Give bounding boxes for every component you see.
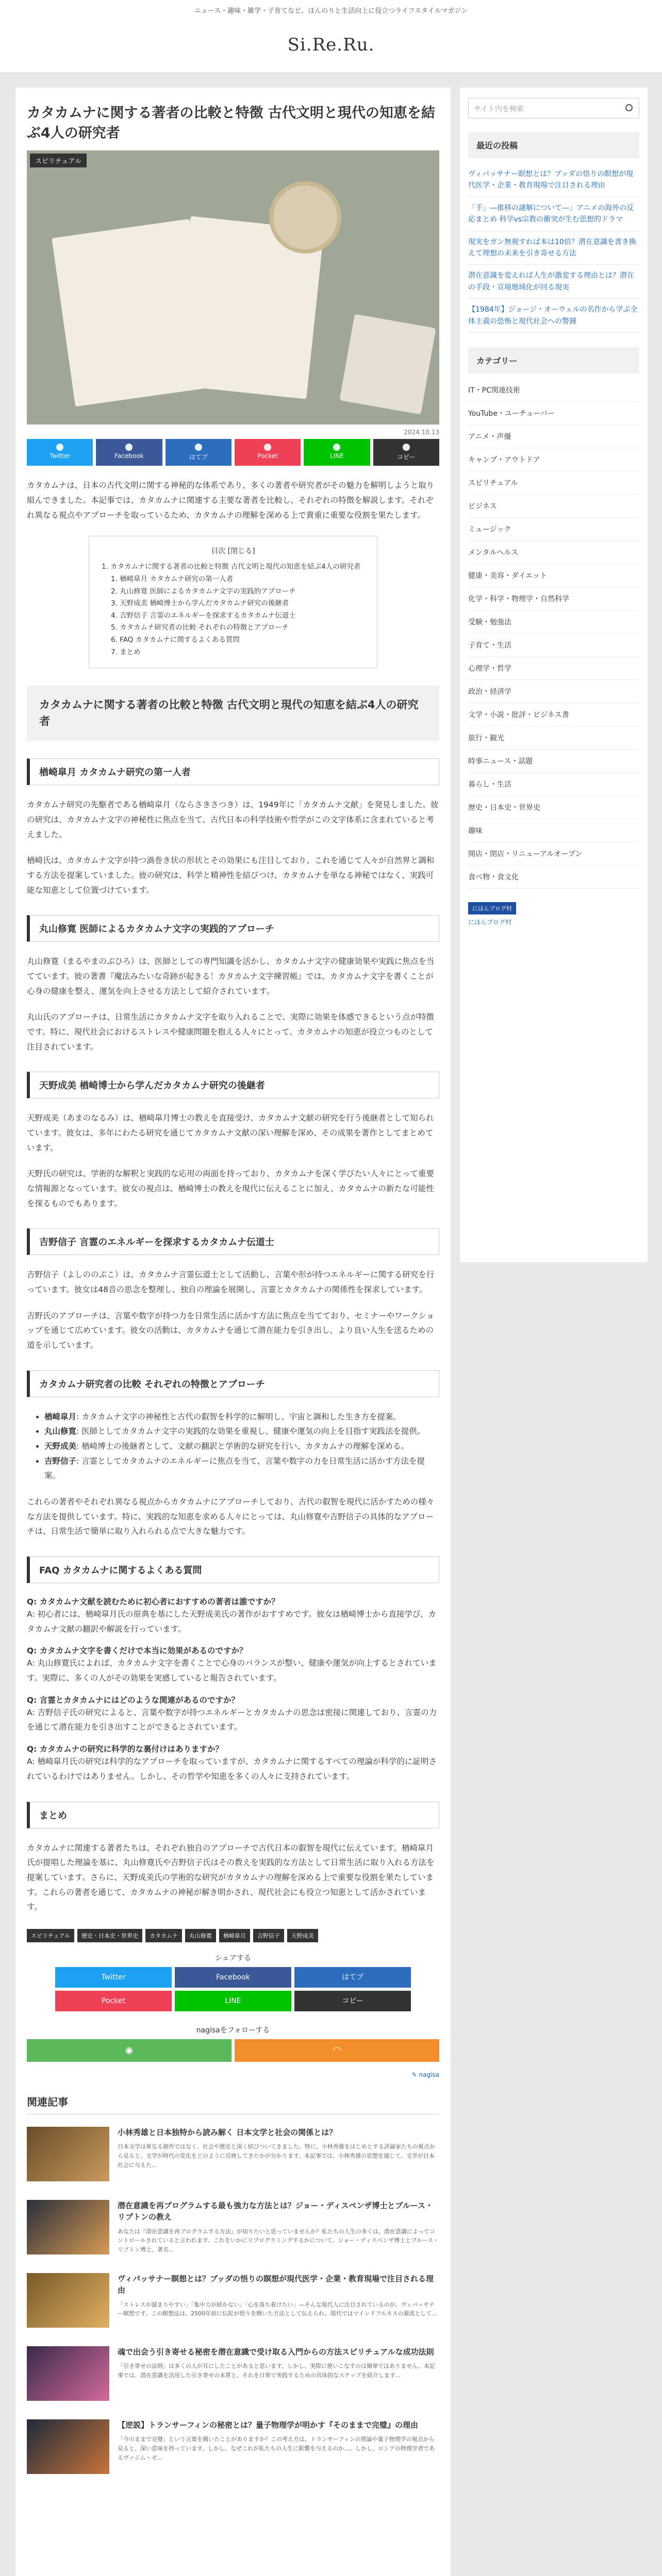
related-item[interactable] [27,2346,439,2401]
toc-item[interactable]: 6. FAQ カタカムナに関するよくある質問 [111,636,240,645]
category-link[interactable]: 旅行・観光 [468,726,639,750]
paragraph: これらの著者やそれぞれ異なる視点からカタカムナにアプローチしており、古代の叡智を現代に活かすための様々な方法を提供しています。特に、実践的な知恵を求める人々にとっては、丸山修寛や吉野信子の具体的なアプローチは、日常生活で簡単に取り入れられる点で大きな魅力です。 [27,1497,435,1536]
tag-link[interactable]: 吉野信子 [253,1929,284,1942]
section-heading-main: カタカムナに関する著者の比較と特徴 古代文明と現代の知恵を結ぶ4人の研究者 [27,686,439,741]
category-link[interactable]: ビジネス [468,495,639,518]
toc-item[interactable]: 3. 天野成美 楢崎博士から学んだカタカムナ研究の後継者 [111,599,289,608]
related-title[interactable]: 魂で出会う引き寄せる秘密を潜在意識で受け取る入門からの方法スピリチュアルな成功法則 [118,2347,434,2357]
faq-answer: A: 吉野信子氏の研究によると、言葉や数字が持つエネルギーとカタカムナの思念は密接に関連しており、言霊の力を通じて潜在能力を引き出すことができるとされています。 [27,1707,437,1732]
related-snippet: 日本文学は単なる創作ではなく、社会や歴史と深く結びついてきました。特に、小林秀雄をはじめとする評論家たちの視点から見ると、文学が時代の変化をどのように反映してきたかが分かります。本記事では、小林秀雄の思想を通じて、文学が日本社会に与えた... [118,2143,435,2168]
toc-item[interactable]: 7. まとめ [111,648,141,656]
share-pocket-button[interactable]: Pocket [55,1991,172,2011]
recent-post-link[interactable]: ヴィパッサナー瞑想とは？ブッダの悟りの瞑想が現代医学・企業・教育現場で注目される理由 [468,163,639,197]
article-title: カタカムナに関する著者の比較と特徴 古代文明と現代の知恵を結ぶ4人の研究者 [27,105,435,142]
share-hatena-button[interactable]: はてブ [166,439,231,466]
section-heading-2: 丸山修寛 医師によるカタカムナ文字の実践的アプローチ [27,915,439,942]
share-copy-button[interactable]: コピー [294,1991,411,2011]
faq-question: Q: カタカムナの研究に科学的な裏付けはありますか？ [27,1744,223,1754]
share-bar-bottom [55,1967,411,2011]
toc-item[interactable]: 5. カタカムナ研究者の比較 それぞれの特徴とアプローチ [111,623,289,632]
researcher-list [44,1410,439,1483]
article-main [15,88,451,2576]
category-label[interactable]: スピリチュアル [30,154,87,167]
share-facebook-button[interactable]: Facebook [96,439,162,466]
category-link[interactable]: 時事ニュース・話題 [468,750,639,773]
related-thumbnail[interactable] [27,2419,109,2474]
related-thumbnail[interactable] [27,2273,109,2328]
site-header [0,0,662,72]
recent-post-link[interactable]: 【1984年】ジョージ・オーウェルの名作から学ぶ全体主義の恐怖と現代社会への警鐘 [468,299,639,333]
section-heading-4: 吉野信子 言霊のエネルギーを探求するカタカムナ伝道士 [27,1228,439,1255]
related-heading: 関連記事 [27,2094,439,2114]
faq-question: Q: カタカムナ文字を書くだけで本当に効果があるのですか？ [27,1646,247,1656]
rss-follow-button[interactable]: ◠ [235,2039,439,2062]
follow-heading: nagisaをフォローする [196,2026,270,2035]
site-title[interactable]: Si.Re.Ru. [287,35,375,55]
category-link[interactable]: 開店・閉店・リニューアルオープン [468,842,639,866]
category-link[interactable]: アニメ・声優 [468,425,639,448]
category-link[interactable]: 政治・経済学 [468,680,639,703]
category-link[interactable]: スピリチュアル [468,471,639,495]
section-heading-1: 楢崎皐月 カタカムナ研究の第一人者 [27,758,439,785]
faq-answer: A: 丸山修寛氏によれば、カタカムナ文字を書くことで心身のバランスが整い、健康や運気が向上するとされています。実際に、多くの人がその効果を実感していると報告されています。 [27,1658,437,1683]
blogmura-badge[interactable]: にほんブログ村 [468,902,516,914]
paragraph: 吉野氏のアプローチは、言葉や数字が持つ力を日常生活に活かす方法に焦点を当てており、セミナーやワークショップを通じて広めています。彼女の活動は、カタカムナを通じて潜在能力を引き出し、より良い人生を送るための道を示しています。 [27,1311,435,1350]
category-link[interactable]: 歴史・日本史・世界史 [468,796,639,819]
section-heading-5: カタカムナ研究者の比較 それぞれの特徴とアプローチ [27,1370,439,1397]
related-item[interactable] [27,2127,439,2181]
share-copy-button[interactable]: コピー [373,439,439,466]
search-icon[interactable] [625,104,633,111]
category-link[interactable]: 趣味 [468,819,639,842]
tag-link[interactable]: スピリチュアル [27,1929,74,1942]
eyecatch-image [27,150,439,425]
related-snippet: 「ストレスが溜まりやすい」「集中力が続かない」「心を落ち着けたい」―そんな現代人に注目されているのが、ヴィパッサナー瞑想です。この瞑想法は、2500年前に仏陀が悟りを開いた方法として伝えられ、現代ではマインドフルネスの源流として... [118,2301,437,2317]
category-heading: カテゴリー [468,347,639,374]
related-snippet: あなたは『潜在意識を再プログラムする方法』が知りたいと思っていませんか？私たちの人生の多くは、潜在意識によってコントロールされていると言われます。これをいかにリプログラミングするかについて、ジョー・ディスペンザ博士とブルース・リプトン博士、著名... [118,2228,439,2253]
category-link[interactable]: ミュージック [468,518,639,541]
share-twitter-button[interactable]: Twitter [27,439,93,466]
category-list [468,379,639,889]
faq-question: Q: 言霊とカタカムナにはどのような関連があるのですか？ [27,1695,239,1705]
category-link[interactable]: 暮らし・生活 [468,773,639,796]
share-bar-top [27,439,439,466]
twine-ball [269,181,341,253]
conclusion-heading: まとめ [27,1802,439,1828]
category-link[interactable]: 心理学・哲学 [468,657,639,680]
share-twitter-button[interactable]: Twitter [55,1967,172,1988]
related-title[interactable]: 【逆説】トランサーフィンの秘密とは？量子物理学が明かす『そのままで完璧』の理由 [118,2420,419,2430]
category-link[interactable]: キャンプ・アウトドア [468,448,639,471]
recent-posts-list [468,163,639,333]
share-heading: シェアする [215,1954,251,1962]
related-title[interactable]: 小林秀雄と日本独特から読み解く 日本文学と社会の関係とは？ [118,2127,337,2137]
tag-list [27,1929,439,1942]
paragraph: 丸山修寛（まるやまのぶひろ）は、医師としての専門知識を活かし、カタカムナ文字の健康効果や実践に焦点を当てています。彼の著書『魔法みたいな奇跡が起きる！カタカムナ文字練習帳』では、カタカムナ文字を書くことが心身の健康を整え、運気を向上させる方法として紹介されています。 [27,957,435,996]
author-link[interactable]: ✎ nagisa [411,2071,439,2078]
recent-posts-heading: 最近の投稿 [468,132,639,158]
category-link[interactable]: 文学・小説・批評・ビジネス書 [468,703,639,726]
follow-buttons [27,2039,439,2062]
post-date: 2024.10.13 [404,429,439,436]
tag-link[interactable]: カタカムナ [145,1929,182,1942]
category-link[interactable]: 健康・美容・ダイエット [468,564,639,587]
section-heading-3: 天野成美 楢崎博士から学んだカタカムナ研究の後継者 [27,1072,439,1098]
share-line-button[interactable]: LINE [175,1991,291,2011]
category-link[interactable]: YouTube・ユーチューバー [468,402,639,425]
card [339,314,436,415]
paragraph: 天野成美（あまのなるみ）は、楢崎皐月博士の教えを直接受け、カタカムナ文献の研究を行う後継者として知られています。彼女は、多年にわたる研究を通じてカタカムナ文献の深い理解を深め、その成果を著作としてまとめています。 [27,1113,434,1153]
category-link[interactable]: 子育て・生活 [468,634,639,657]
recent-post-link[interactable]: 潜在意識を変えれば人生が激変する理由とは？潜在の手段・宣境地域化が回る現実 [468,265,639,299]
toc-item[interactable]: 2. 丸山修寛 医師によるカタカムナ文字の実践的アプローチ [111,587,296,596]
paragraph: カタカムナ研究の先駆者である楢崎皐月（ならさきさつき）は、1949年に「カタカムナ文献」を発見しました。彼の研究は、カタカムナ文字の神秘性に焦点を当て、古代日本の科学技術や哲学がこの文字体系に含まれていると考えました。 [27,800,439,839]
toc-title[interactable]: 目次 [閉じる] [211,547,255,556]
tag-link[interactable]: 楢崎皐月 [219,1929,250,1942]
toc-item[interactable]: 1. カタカムナに関する著者の比較と特徴 古代文明と現代の知恵を結ぶ4人の研究者 [102,563,361,571]
recent-post-link[interactable]: 「手」―推移の謎解について―」アニメの海外の反応まとめ 科学vs宗教の衝突が生む思想的ドラマ [468,197,639,231]
intro-paragraph: カタカムナは、日本の古代文明に関する神秘的な体系であり、多くの著者や研究者がその魅力を解明しようと取り組んできました。本記事では、カタカムナに関連する主要な著者を比較し、それぞれの特徴を解説します。それぞれ異なる視点やアプローチを取っているため、カタカムナの理解を深める上で貴重に重要な役割を果たします。 [27,481,435,520]
sidebar [460,88,648,1262]
category-link[interactable]: IT・PC関連技術 [468,379,639,402]
list-item: • 天野成美: 楢崎博士の後継者として、文献の翻訳と学術的な研究を行い、カタカムナの理解を深める。 [44,1439,439,1454]
related-item[interactable] [27,2419,439,2474]
conclusion-paragraph: カタカムナに関連する著者たちは、それぞれ独自のアプローチで古代日本の叡智を現代に伝えています。楢崎皐月氏が提唱した理論を基に、丸山修寛氏や吉野信子氏はその教えを実践的な方法として日常生活に取り入れる方法を提案しています。さらに、天野成美氏の学術的な研究がカタカムナの理解を深める上で重要な役割を果たしています。これらの著者を通じて、カタカムナの神秘が解き明かされ、現代社会にも役立つ知恵として活かされています。 [27,1843,435,1912]
list-item: • 丸山修寛: 医師としてカタカムナ文字の実践的な効果を重視し、健康や運気の向上を目指す実践法を提供。 [44,1424,439,1439]
related-thumbnail[interactable] [27,2127,109,2181]
related-title[interactable]: ヴィパッサナー瞑想とは？ブッダの悟りの瞑想が現代医学・企業・教育現場で注目される理由 [118,2274,434,2295]
tag-link[interactable]: 丸山修寛 [185,1929,216,1942]
site-tagline: ニュース・趣味・雑学・子育てなど、ほんのりと生活向上に役立つライフスタイルマガジン [194,7,468,15]
related-snippet: 「引き寄せの法則」は多くの人が耳にしたことがあると思います。しかし、実際に使いこなすのは簡単ではありません。本記事では、潜在意識を活用した引き寄せの本質と、それを日常で実践するための具体的なステップを紹介します... [118,2363,435,2379]
related-item[interactable] [27,2273,439,2328]
toc-item[interactable]: 4. 吉野信子 言霊のエネルギーを探求するカタカムナ伝道士 [111,611,296,620]
related-snippet: 「今のままで完璧」という言葉を聞いたことがありますか？この考え方は、トランサーフィンの理論や量子物理学の視点から見ると、深い意味を持っています。しかし、なぜこれが私たちの人生に影響を与えるのか…。しかし、ロシアの物理学者であるヴァジム・ゼ... [118,2436,435,2461]
search-input[interactable]: サイト内を検索 [468,98,639,118]
table-of-contents [89,536,377,668]
toc-item[interactable]: 1. 楢崎皐月 カタカムナ研究の第一人者 [111,574,234,583]
faq-list [27,1596,439,1784]
faq-answer: A: 楢崎皐月氏の研究は科学的なアプローチを取っていますが、カタカムナに関するすべての理論が科学的に証明されているわけではありません。しかし、その哲学や知恵を多くの人々に支持されています。 [27,1757,437,1781]
share-facebook-button[interactable]: Facebook [175,1967,291,1988]
related-list [27,2127,439,2474]
category-link[interactable]: 食べ物・食文化 [468,866,639,889]
related-thumbnail[interactable] [27,2346,109,2401]
paragraph: 天野氏の研究は、学術的な解釈と実践的な応用の両面を持っており、カタカムナを深く学びたい人々にとって重要な情報源となっています。彼女の視点は、楢崎博士の教えを現代に伝えることに加え、カタカムナの新たな可能性を探るものでもあります。 [27,1169,434,1208]
share-line-button[interactable]: LINE [304,439,370,466]
share-pocket-button[interactable]: Pocket [235,439,301,466]
faq-question: Q: カタカムナ文献を読むために初心者におすすめの著者は誰ですか？ [27,1597,279,1607]
related-title[interactable]: 潜在意識を再プログラムする最も強力な方法とは？ジョー・ディスペンザ博士とブルース・リプトンの教え [118,2200,434,2222]
blogmura-link[interactable]: にほんブログ村 [468,918,512,926]
faq-answer: A: 初心者には、楢崎皐月氏の原典を基にした天野成美氏の著作がおすすめです。彼女は楢崎博士から直接学び、カタカムナ文献の翻訳や解説を行っています。 [27,1609,436,1634]
paragraph: 吉野信子（よしののぶこ）は、カタカムナ言霊伝道士として活動し、言葉や形が持つエネルギーに関する研究を行っています。彼女は48音の思念を整理し、独自の理論を展開し、言霊とカタカムナの関係性を探求しています。 [27,1270,435,1295]
tag-link[interactable]: 天野成美 [287,1929,318,1942]
tag-link[interactable]: 歴史・日本史・世界史 [77,1929,142,1942]
paragraph: 楢崎氏は、カタカムナ文字が持つ渦巻き状の形状とその効果にも注目しており、これを通じて人々が自然界と調和する方法を提案していました。彼の研究は、科学と精神性を結びつけ、カタカムナを単なる神秘ではなく、実践可能な知恵として位置づけています。 [27,856,435,895]
related-thumbnail[interactable] [27,2200,109,2255]
paragraph: 丸山氏のアプローチは、日常生活にカタカムナ文字を取り入れることで、実際に効果を体感できるという点が特徴です。特に、現代社会におけるストレスや健康問題を抱える人々にとって、カタカムナの知恵が役立つものとして注目されています。 [27,1012,434,1052]
category-link[interactable]: 受験・勉強法 [468,611,639,634]
list-item: • 楢崎皐月: カタカムナ文字の神秘性と古代の叡智を科学的に解明し、宇宙と調和した生き方を提案。 [44,1410,439,1425]
list-item: • 吉野信子: 言霊としてカタカムナのエネルギーに焦点を当て、言葉や数字の力を日常生活に活かす方法を提案。 [44,1454,439,1483]
recent-post-link[interactable]: 現実をガン無視すれば本は10倍？潜在意識を書き換えて理想の未来を引き寄せる方法 [468,231,639,265]
category-link[interactable]: メンタルヘルス [468,541,639,564]
feedly-follow-button[interactable]: ◉ [27,2039,231,2062]
category-link[interactable]: 化学・科学・物理学・自然科学 [468,587,639,611]
share-hatena-button[interactable]: はてブ [294,1967,411,1988]
faq-heading: FAQ カタカムナに関するよくある質問 [27,1556,439,1583]
related-item[interactable] [27,2200,439,2255]
